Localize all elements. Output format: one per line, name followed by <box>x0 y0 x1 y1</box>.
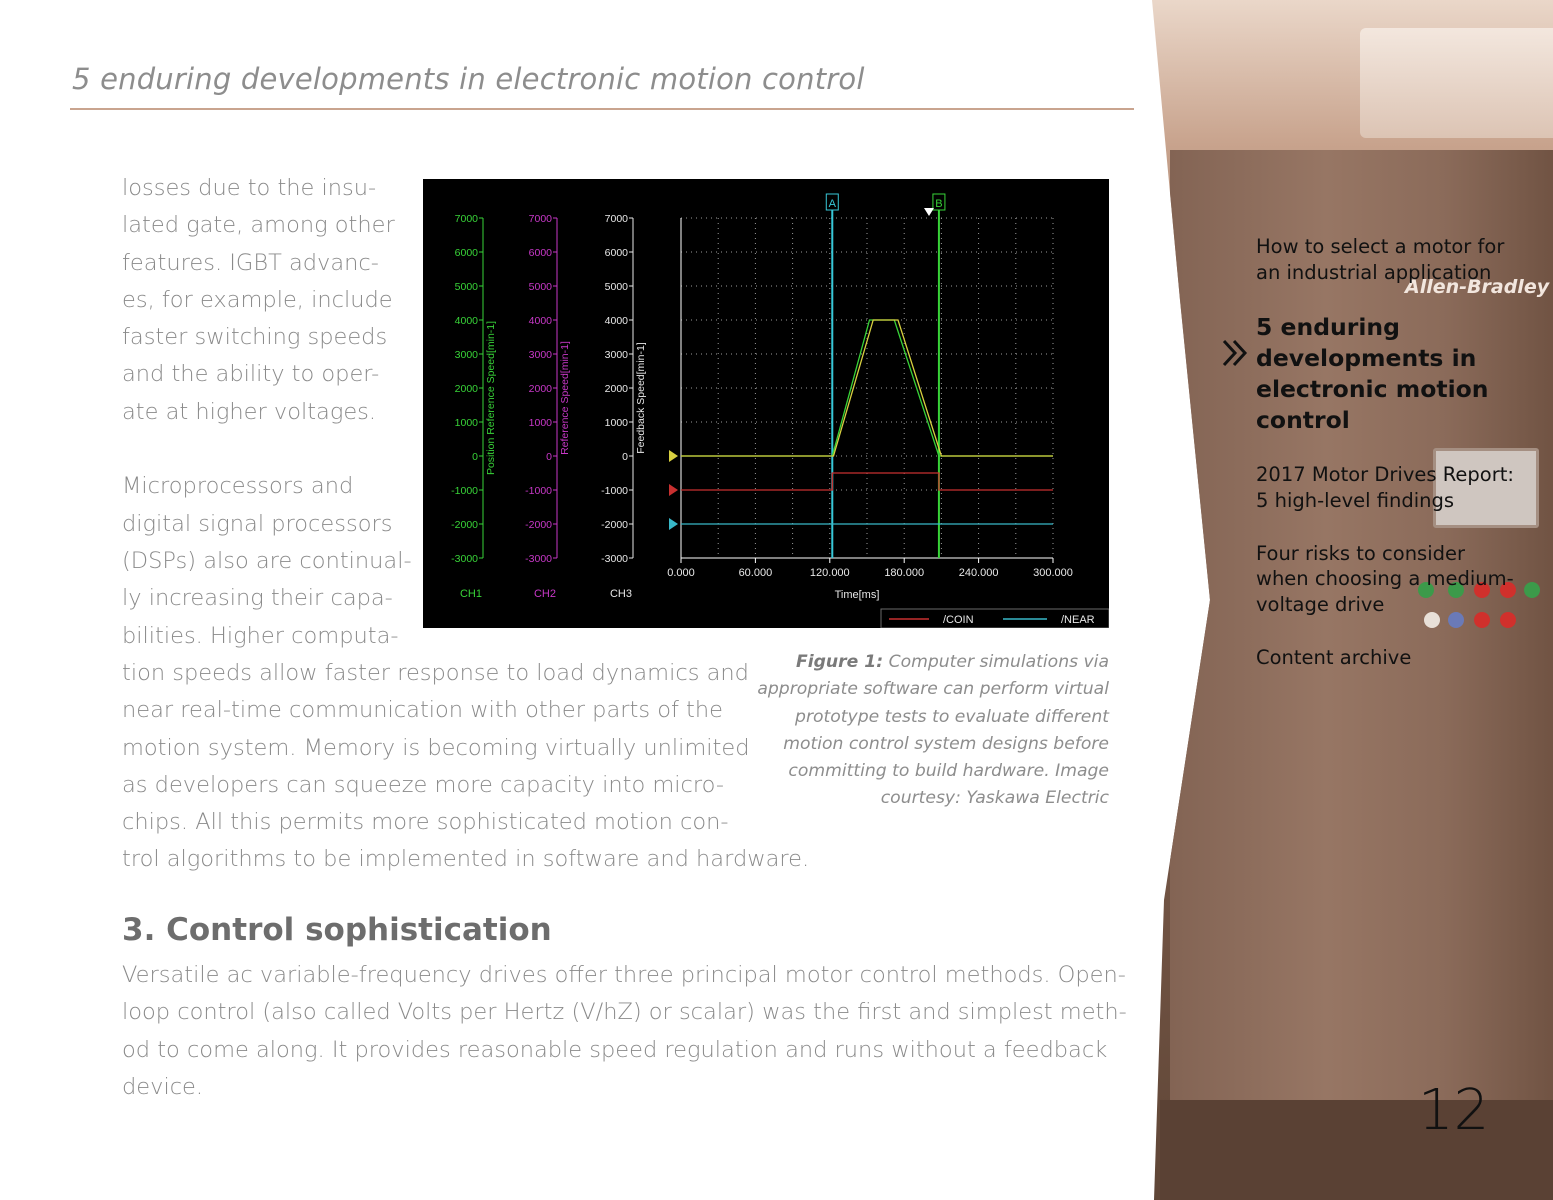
cabinet-top-image <box>1360 28 1553 138</box>
x-axis-label: Time[ms] <box>834 589 880 601</box>
text-line: ly increasing their capa- <box>122 585 393 612</box>
text-line: bilities. Higher computa- <box>122 622 399 649</box>
channel-tick-label: 5000 <box>454 281 478 293</box>
text-line: chips. All this permits more sophisticated motion con- <box>122 809 729 836</box>
text-line: as developers can squeeze more capacity into micro- <box>122 771 724 798</box>
channel-tick-label: 6000 <box>604 247 628 259</box>
channel-tick-label: 3000 <box>454 349 478 361</box>
x-tick-label: 0.000 <box>667 567 695 579</box>
series-line <box>681 473 1053 490</box>
channel-axis-label: Position Reference Speed[min-1] <box>485 320 497 476</box>
text-line: (DSPs) also are continual- <box>122 547 412 574</box>
figure-chart <box>423 179 1109 628</box>
page-title: 5 enduring developments in electronic motion control <box>72 62 865 96</box>
channel-tick-label: 1000 <box>454 417 478 429</box>
cabinet-button <box>1524 582 1540 598</box>
channel-tick-label: 4000 <box>604 315 628 327</box>
channel-tick-label: -1000 <box>525 485 552 497</box>
text-line: tion speeds allow faster response to load dynamics and <box>122 660 749 686</box>
text-line: trol algorithms to be implemented in software and hardware. <box>122 846 810 873</box>
x-tick-label: 240.000 <box>958 567 999 579</box>
figure-caption <box>740 649 1109 813</box>
legend-label: /COIN <box>943 614 974 626</box>
channel-tick-label: 6000 <box>528 247 552 259</box>
channel-tick-label: 2000 <box>454 383 478 395</box>
section-heading: 3. Control sophistication <box>122 912 552 948</box>
text-line: od to come along. It provides reasonable speed regulation and runs without a feedback <box>122 1036 1108 1063</box>
channel-tick-label: -2000 <box>601 519 628 531</box>
channel-tick-label: 4000 <box>528 315 552 327</box>
channel-tick-label: 3000 <box>528 349 552 361</box>
channel-tick-label: 7000 <box>604 213 628 225</box>
channel-tick-label: 5000 <box>604 281 628 293</box>
channel-tick-label: 1000 <box>604 417 628 429</box>
text-line: and the ability to oper- <box>122 361 380 388</box>
cabinet-base-image <box>1160 1100 1553 1200</box>
channel-tick-label: 7000 <box>454 213 478 225</box>
text-line: digital signal processors <box>122 510 393 537</box>
left-column <box>122 170 412 655</box>
channel-tick-label: 1000 <box>528 417 552 429</box>
caption-label: Figure 1: <box>796 652 884 672</box>
channel-axis-label: Feedback Speed[min-1] <box>635 342 647 454</box>
channel-axis-label: Reference Speed[min-1] <box>559 341 571 455</box>
channel-tick-label: 2000 <box>528 383 552 395</box>
wide-column <box>122 655 810 879</box>
channel-name: CH1 <box>459 588 483 600</box>
sidebar-item-motor-drives-report[interactable]: 2017 Motor Drives Report: 5 high-level findings <box>1256 463 1514 512</box>
channel-tick-label: 5000 <box>528 281 552 293</box>
cursor-label: B <box>935 198 943 210</box>
trigger-marker-icon <box>924 208 934 216</box>
channel-tick-label: 2000 <box>604 383 628 395</box>
legend-label: /NEAR <box>1061 614 1095 626</box>
x-tick-label: 120.000 <box>809 567 850 579</box>
channel-tick-label: -2000 <box>525 519 552 531</box>
cursor-label: A <box>828 198 836 210</box>
channel-tick-label: 0 <box>472 451 478 463</box>
text-line: ate at higher voltages. <box>122 398 377 425</box>
channel-tick-label: -2000 <box>451 519 478 531</box>
text-line: device. <box>122 1073 204 1100</box>
sidebar-item-four-risks[interactable]: Four risks to consider when choosing a medium-voltage drive <box>1256 541 1514 617</box>
chart-svg <box>423 179 1109 628</box>
header-divider <box>70 108 1134 110</box>
sidebar-item-content-archive[interactable]: Content archive <box>1256 645 1412 669</box>
current-item-chevron-icon <box>1222 338 1250 368</box>
series-marker-icon <box>669 518 678 530</box>
channel-tick-label: 6000 <box>454 247 478 259</box>
sidebar-item-enduring-developments[interactable]: 5 enduring developments in electronic motion control <box>1256 313 1489 434</box>
channel-tick-label: 0 <box>546 451 552 463</box>
channel-tick-label: 4000 <box>454 315 478 327</box>
channel-tick-label: -1000 <box>451 485 478 497</box>
text-line: lated gate, among other <box>122 212 395 239</box>
channel-tick-label: -1000 <box>601 485 628 497</box>
text-line: motion system. Memory is becoming virtually unlimited <box>122 734 750 761</box>
x-tick-label: 60.000 <box>738 567 773 579</box>
paragraph-gap <box>122 431 412 468</box>
channel-name: CH3 <box>609 588 633 600</box>
text-line: Microprocessors and <box>122 473 354 500</box>
sidebar-item-select-motor[interactable]: How to select a motor for an industrial application <box>1256 235 1505 284</box>
caption-text: Computer simulations via appropriate software can perform virtual prototype tests to evaluate different motion control system designs before committing to build hardware. Image courtesy: Yaskawa Electric <box>757 652 1109 809</box>
series-marker-icon <box>669 484 678 496</box>
text-line: near real-time communication with other parts of the <box>122 697 723 724</box>
brand-logo: Allen-Bradley <box>1405 276 1550 298</box>
sidebar-nav <box>1256 234 1516 697</box>
x-tick-label: 300.000 <box>1033 567 1073 579</box>
text-line: features. IGBT advanc- <box>122 249 379 276</box>
text-line: faster switching speeds <box>122 324 388 351</box>
channel-tick-label: 0 <box>622 451 628 463</box>
channel-tick-label: 7000 <box>528 213 552 225</box>
channel-tick-label: 3000 <box>604 349 628 361</box>
channel-tick-label: -3000 <box>451 553 478 565</box>
text-line: es, for example, include <box>122 286 393 313</box>
series-marker-icon <box>669 450 678 462</box>
section-body <box>122 957 1127 1106</box>
channel-name: CH2 <box>533 588 557 600</box>
text-line: loop control (also called Volts per Hertz (V/hZ) or scalar) was the first and simplest meth- <box>122 999 1127 1026</box>
channel-tick-label: -3000 <box>601 553 628 565</box>
channel-tick-label: -3000 <box>525 553 552 565</box>
text-line: losses due to the insu- <box>122 175 377 201</box>
page-number: 12 <box>1418 1078 1490 1143</box>
text-line: Versatile ac variable-frequency drives offer three principal motor control methods. Open- <box>122 962 1126 988</box>
x-tick-label: 180.000 <box>884 567 925 579</box>
